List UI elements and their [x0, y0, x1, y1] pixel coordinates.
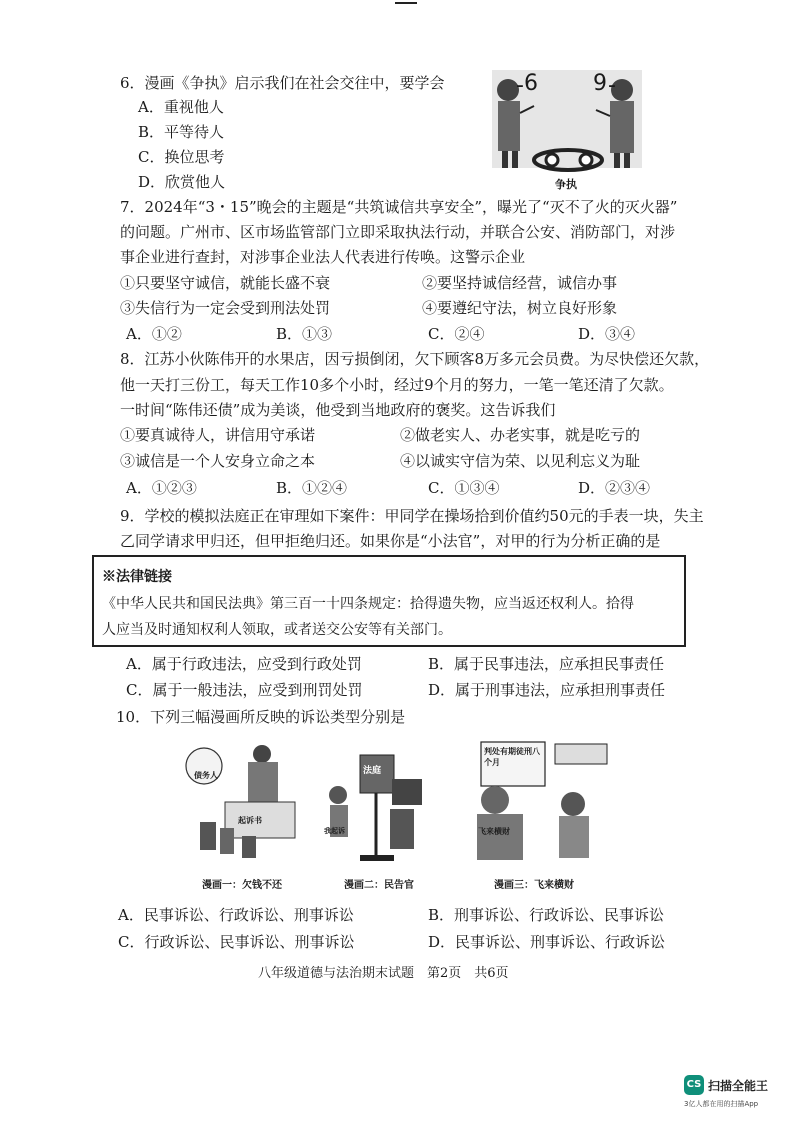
q6-option-b: B．平等待人 [138, 123, 225, 141]
q7-line-1: 7．2024年“3・15”晚会的主题是“共筑诚信共享安全”，曝光了“灭不了火的灭火器” [120, 198, 678, 216]
q7-item-2: ②要坚持诚信经营，诚信办事 [422, 274, 618, 292]
watermark-slogan: 3亿人都在用的扫描App [684, 1100, 759, 1108]
q9-choice-d: D．属于刑事违法，应承担刑事责任 [428, 681, 666, 699]
q10-comic-2-caption: 漫画二：民告官 [344, 880, 414, 891]
q10-stem: 10．下列三幅漫画所反映的诉讼类型分别是 [116, 708, 406, 726]
q10-comic-1 [180, 740, 305, 875]
q6-cartoon-left-number: 6 [524, 71, 538, 96]
q6-cartoon-caption: 争执 [555, 178, 577, 191]
q8-choice-d: D．②③④ [578, 479, 651, 497]
q6-cartoon-right-number: 9 [593, 71, 607, 96]
q6-cartoon-dash: - [516, 73, 524, 98]
q8-line-2: 他一天打三份工，每天工作10多个小时，经过9个月的努力，一笔一笔还清了欠款。 [120, 376, 674, 394]
law-link-line-2: 人应当及时通知权利人领取，或者送交公安等有关部门。 [102, 622, 452, 638]
q7-choice-a: A．①② [126, 325, 182, 343]
watermark-brand: 扫描全能王 [708, 1079, 769, 1093]
q10-comic-1-label-debtor: 债务人 [194, 770, 218, 780]
q8-line-3: 一时间“陈伟还债”成为美谈，他受到当地政府的褒奖。这告诉我们 [120, 401, 556, 419]
q10-choice-a: A．民事诉讼、行政诉讼、刑事诉讼 [118, 906, 354, 924]
q6-cartoon [490, 68, 650, 193]
q8-line-1: 8．江苏小伙陈伟开的水果店，因亏损倒闭，欠下顾客8万多元会员费。为尽快偿还欠款， [120, 350, 710, 368]
q9-choice-b: B．属于民事违法，应承担民事责任 [428, 655, 665, 673]
q9-choice-a: A．属于行政违法，应受到行政处罚 [126, 655, 362, 673]
q7-choice-c: C．②④ [428, 325, 485, 343]
q8-item-2: ②做老实人、办老实事，就是吃亏的 [400, 426, 641, 444]
q9-line-1: 9．学校的模拟法庭正在审理如下案件：甲同学在操场拾到价值约50元的手表一块，失主 [120, 507, 704, 525]
q8-choice-c: C．①③④ [428, 479, 500, 497]
q8-choice-a: A．①②③ [126, 479, 197, 497]
q10-comic-3-label-windfall: 飞来横财 [478, 826, 510, 836]
q8-choice-b: B．①②④ [276, 479, 348, 497]
q7-choice-d: D．③④ [578, 325, 636, 343]
q10-comic-1-caption: 漫画一：欠钱不还 [202, 880, 282, 891]
page-footer: 八年级道德与法治期末试题 第2页 共6页 [258, 966, 509, 981]
q10-comic-3-label-sentence: 判处有期徒刑八个月 [484, 746, 540, 767]
q7-line-2: 的问题。广州市、区市场监管部门立即采取执法行动，并联合公安、消防部门，对涉 [120, 223, 676, 241]
q7-choice-b: B．①③ [276, 325, 333, 343]
q6-stem: 6．漫画《争执》启示我们在社会交往中，要学会 [120, 74, 445, 92]
q6-cartoon-dash-right: - [608, 73, 616, 98]
law-link-line-1: 《中华人民共和国民法典》第三百一十四条规定：拾得遗失物，应当返还权利人。拾得 [102, 596, 634, 612]
camscanner-logo-icon: CS [684, 1075, 704, 1095]
q7-item-3: ③失信行为一定会受到刑法处罚 [120, 299, 331, 317]
law-link-title: ※法律链接 [102, 569, 172, 585]
q10-comic-3-caption: 漫画三：飞来横财 [494, 880, 574, 891]
q7-item-4: ④要遵纪守法，树立良好形象 [422, 299, 618, 317]
q10-choice-d: D．民事诉讼、刑事诉讼、行政诉讼 [428, 933, 666, 951]
q9-choice-c: C．属于一般违法，应受到刑罚处罚 [126, 681, 363, 699]
q9-line-2: 乙同学请求甲归还，但甲拒绝归还。如果你是“小法官”，对甲的行为分析正确的是 [120, 532, 661, 550]
q10-comic-2-label-court: 法庭 [363, 766, 382, 776]
q6-option-c: C．换位思考 [138, 148, 225, 166]
q10-comic-1-label-indictment: 起诉书 [238, 815, 262, 825]
q7-line-3: 事企业进行查封，对涉事企业法人代表进行传唤。这警示企业 [120, 248, 526, 266]
q10-choice-b: B．刑事诉讼、行政诉讼、民事诉讼 [428, 906, 665, 924]
q8-item-3: ③诚信是一个人安身立命之本 [120, 452, 316, 470]
q10-comic-2-label-sue: 我起诉 [324, 826, 345, 835]
q8-item-1: ①要真诚待人，讲信用守承诺 [120, 426, 316, 444]
q8-item-4: ④以诚实守信为荣、以见利忘义为耻 [400, 452, 641, 470]
q6-option-d: D．欣赏他人 [138, 173, 226, 191]
top-scrap-mark [395, 0, 417, 4]
q6-option-a: A．重视他人 [138, 98, 224, 116]
q10-choice-c: C．行政诉讼、民事诉讼、刑事诉讼 [118, 933, 355, 951]
q7-item-1: ①只要坚守诚信，就能长盛不衰 [120, 274, 331, 292]
